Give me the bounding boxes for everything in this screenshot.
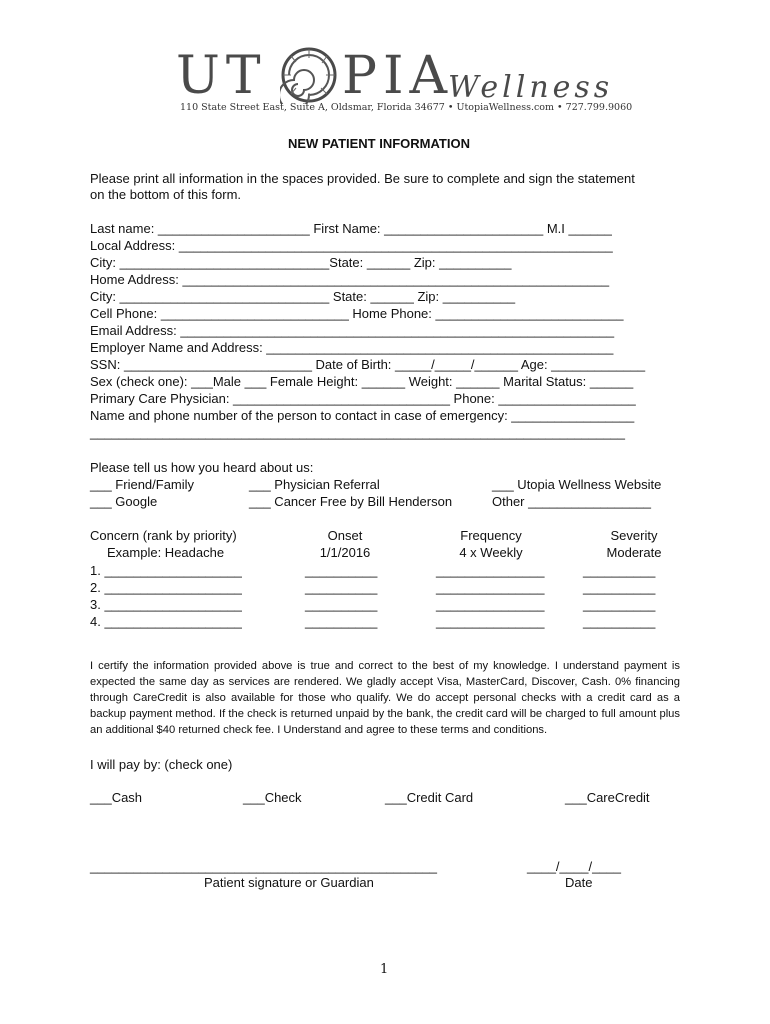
severity-2[interactable]: __________ [583, 580, 656, 595]
pay-credit-card-option[interactable]: ___Credit Card [385, 790, 474, 805]
certification-statement: I certify the information provided above is true and correct to the best of my knowledge. I understand payment is expected the same day as services are rendered. We gladly accept Visa, MasterCard, Discover, Cash. 0% financing through CareCredit is also available for those who qualify. We do accept personal checks with a credit card as a backup payment method. If the check is returned unpaid by the bank, the credit card will be charged to full amount plus an additional $40 returned check fee. I Understand and agree to these terms and conditions. [90, 660, 680, 736]
referral-physician[interactable]: ___ Physician Referral [249, 477, 380, 492]
severity-3[interactable]: __________ [583, 597, 656, 612]
intro-line-2: on the bottom of this form. [90, 187, 242, 202]
last-first-mi-field[interactable]: Last name: _____________________ First Name: ______________________ M.I ______ [90, 221, 612, 236]
referral-website[interactable]: ___ Utopia Wellness Website [492, 477, 662, 492]
sex-height-weight-marital-field[interactable]: Sex (check one): ___Male ___ Female Height: ______ Weight: ______ Marital Status: ______ [90, 374, 634, 389]
example-frequency: 4 x Weekly [459, 545, 523, 560]
onset-header: Onset [327, 528, 363, 543]
concern-2[interactable]: 2. ___________________ [90, 580, 242, 595]
severity-1[interactable]: __________ [583, 563, 656, 578]
referral-other[interactable]: Other _________________ [492, 494, 652, 509]
page-number: 1 [380, 962, 389, 977]
emergency-contact-line-2[interactable]: __________________________________________________________________________ [90, 425, 626, 440]
example-concern: Example: Headache [107, 545, 225, 560]
home-address-field[interactable]: Home Address: ___________________________________________________________ [90, 272, 610, 287]
intro-line-1: Please print all information in the spaces provided. Be sure to complete and sign the statement [90, 171, 635, 186]
logo-text-ut: UT [176, 46, 267, 106]
frequency-4[interactable]: _______________ [436, 614, 545, 629]
referral-cancer-free-book[interactable]: ___ Cancer Free by Bill Henderson [249, 494, 453, 509]
pay-cash-option[interactable]: ___Cash [90, 790, 143, 805]
date-label: Date [565, 875, 593, 890]
referral-friend-family[interactable]: ___ Friend/Family [90, 477, 195, 492]
frequency-1[interactable]: _______________ [436, 563, 545, 578]
utopia-wellness-logo [176, 40, 633, 120]
ssn-dob-age-field[interactable]: SSN: __________________________ Date of Birth: _____/_____/______ Age: _____________ [90, 357, 646, 372]
concern-1[interactable]: 1. ___________________ [90, 563, 242, 578]
onset-2[interactable]: __________ [305, 580, 378, 595]
home-city-state-zip-field[interactable]: City: _____________________________ State: ______ Zip: __________ [90, 289, 516, 304]
frequency-3[interactable]: _______________ [436, 597, 545, 612]
emergency-contact-field[interactable]: Name and phone number of the person to contact in case of emergency: _________________ [90, 408, 635, 423]
email-field[interactable]: Email Address: ____________________________________________________________ [90, 323, 615, 338]
form-title: NEW PATIENT INFORMATION [288, 136, 470, 151]
referral-prompt: Please tell us how you heard about us: [90, 460, 314, 475]
referral-google[interactable]: ___ Google [90, 494, 158, 509]
employer-field[interactable]: Employer Name and Address: ________________________________________________ [90, 340, 614, 355]
severity-4[interactable]: __________ [583, 614, 656, 629]
onset-3[interactable]: __________ [305, 597, 378, 612]
example-severity: Moderate [606, 545, 662, 560]
concern-4[interactable]: 4. ___________________ [90, 614, 242, 629]
severity-header: Severity [610, 528, 658, 543]
onset-4[interactable]: __________ [305, 614, 378, 629]
pay-prompt: I will pay by: (check one) [90, 757, 233, 772]
logo-text-pia: PIA [342, 46, 454, 106]
primary-care-physician-field[interactable]: Primary Care Physician: ______________________________ Phone: ___________________ [90, 391, 636, 406]
pay-carecredit-option[interactable]: ___CareCredit [565, 790, 650, 805]
nautilus-shell-icon [280, 46, 338, 104]
onset-1[interactable]: __________ [305, 563, 378, 578]
date-line[interactable]: ____/____/____ [527, 859, 621, 874]
logo-script-wellness: Wellness [448, 70, 614, 105]
frequency-2[interactable]: _______________ [436, 580, 545, 595]
local-address-field[interactable]: Local Address: ____________________________________________________________ [90, 238, 613, 253]
local-city-state-zip-field[interactable]: City: _____________________________State: ______ Zip: __________ [90, 255, 512, 270]
frequency-header: Frequency [460, 528, 522, 543]
concern-header: Concern (rank by priority) [90, 528, 237, 543]
address-line: 110 State Street East, Suite A, Oldsmar, Florida 34677 • UtopiaWellness.com • 727.799.9060 [180, 102, 633, 113]
signature-line[interactable]: ________________________________________________ [90, 859, 438, 874]
concern-3[interactable]: 3. ___________________ [90, 597, 242, 612]
phone-fields[interactable]: Cell Phone: __________________________ Home Phone: __________________________ [90, 306, 624, 321]
pay-check-option[interactable]: ___Check [243, 790, 302, 805]
signature-label: Patient signature or Guardian [204, 875, 374, 890]
example-onset: 1/1/2016 [319, 545, 371, 560]
